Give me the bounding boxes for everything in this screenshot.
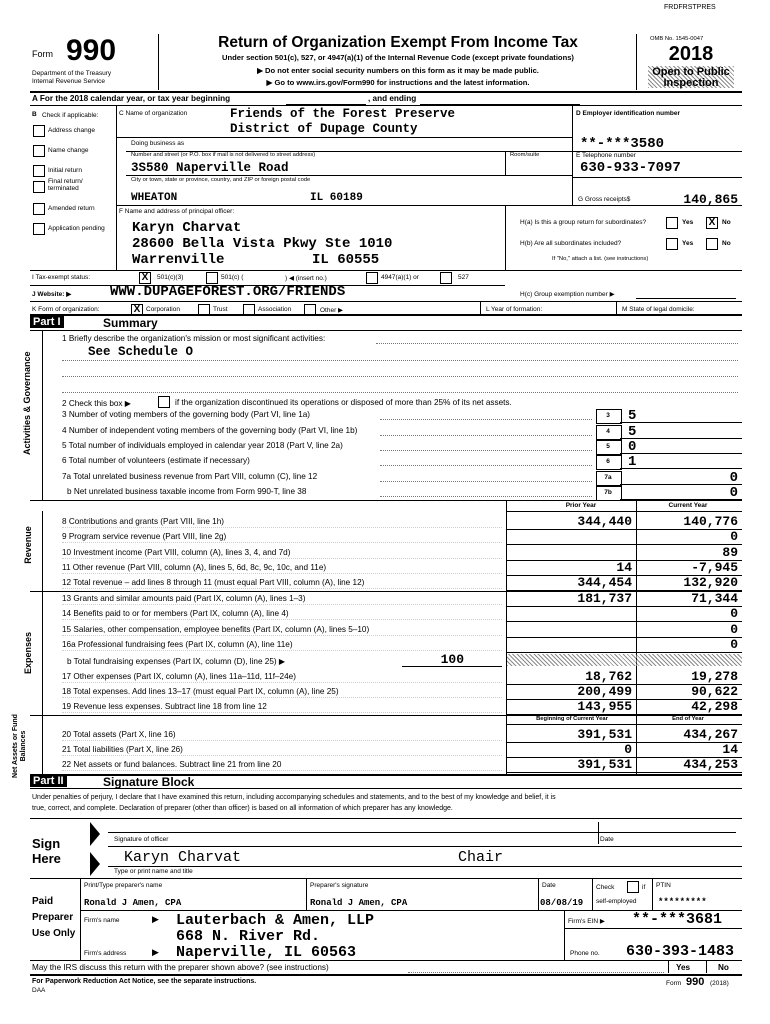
website-url[interactable]: WWW.DUPAGEFOREST.ORG/FRIENDS [110, 284, 346, 300]
website-label: J Website: ▶ [32, 291, 72, 298]
expense-row-current: 42,298 [691, 699, 738, 714]
street-address: 3S580 Naperville Road [131, 161, 289, 175]
ag-line-label: 6 Total number of volunteers (estimate if necessary) [62, 456, 250, 465]
current-year-header: Current Year [668, 502, 708, 509]
boy-header: Beginning of Current Year [536, 716, 608, 722]
form-of-org-label: K Form of organization: [32, 306, 100, 313]
firm-ein-label: Firm's EIN ▶ [568, 918, 605, 925]
net-assets-row-label: 21 Total liabilities (Part X, line 26) [62, 745, 183, 754]
daa-label: DAA [32, 987, 46, 994]
revenue-row-prior: 14 [616, 560, 632, 575]
ag-line-value: 0 [628, 439, 637, 455]
preparer-name-label: Print/Type preparer's name [84, 882, 163, 889]
ha-no-label: No [722, 219, 731, 226]
ag-line-number: 6 [606, 458, 610, 465]
expense-row-prior: 200,499 [577, 684, 632, 699]
ein-label: D Employer identification number [576, 110, 681, 117]
city: WHEATON [131, 192, 178, 204]
expense-row-label: 19 Revenue less expenses. Subtract line 18 from line 12 [62, 702, 267, 711]
officer-signature-label[interactable]: Signature of officer [114, 836, 169, 843]
ag-line-label: 5 Total number of individuals employed in calendar year 2018 (Part V, line 2a) [62, 441, 343, 450]
other-label: Other ▶ [320, 307, 344, 314]
line16b-value: 100 [440, 652, 464, 667]
ag-line-label: 4 Number of independent voting members of the governing body (Part VI, line 1b) [62, 426, 358, 435]
line2-label: 2 Check this box ▶ [62, 399, 132, 408]
principal-officer-label: F Name and address of principal officer: [119, 208, 235, 215]
ag-line-value: 0 [729, 485, 738, 501]
net-assets-row-current: 434,267 [683, 727, 738, 742]
revenue-row-current: -7,945 [691, 560, 738, 575]
open-public: Open to Public [652, 66, 730, 78]
type-print-label: Type or print name and title [114, 868, 193, 875]
firm-name: Lauterbach & Amen, LLP [176, 912, 375, 929]
org-name-line1: Friends of the Forest Preserve [230, 107, 456, 121]
firm-ein: **-***3681 [632, 911, 723, 928]
prior-year-header: Prior Year [565, 502, 597, 509]
expense-row-label: 18 Total expenses. Add lines 13–17 (must equal Part IX, column (A), line 25) [62, 687, 339, 696]
ha-question: H(a) Is this a group return for subordinates? [520, 219, 647, 226]
side-activities-governance: Activities & Governance [22, 351, 32, 455]
line16b-label: b Total fundraising expenses (Part IX, column (D), line 25) ▶ [67, 657, 286, 666]
revenue-row-label: 8 Contributions and grants (Part VIII, line 1h) [62, 517, 225, 526]
revenue-row-current: 132,920 [683, 575, 738, 590]
expense-row-prior: 181,737 [577, 591, 632, 606]
officer-address: 28600 Bella Vista Pkwy Ste 1010 [132, 236, 393, 252]
501c-label: 501(c) ( [221, 274, 244, 281]
501c3-checkbox[interactable]: X [139, 272, 151, 284]
ag-line-label: b Net unrelated business taxable income from Form 990-T, line 38 [67, 487, 307, 496]
initial-return-label: Initial return [48, 167, 82, 174]
ag-line-label: 3 Number of voting members of the governing body (Part VI, line 1a) [62, 410, 311, 419]
ag-line-number: 4 [606, 428, 610, 435]
firm-address-label: Firm's address [84, 950, 127, 957]
preparer-date: 08/08/19 [540, 898, 584, 908]
address-change-checkbox[interactable] [33, 125, 45, 137]
firm-phone: 630-393-1483 [626, 943, 735, 960]
officer-city: Warrenville [132, 252, 225, 268]
org-name-line2: District of Dupage County [230, 122, 418, 136]
check-label: Check [596, 884, 615, 891]
sign-arrow-icon [88, 822, 102, 878]
officer-date-label: Date [600, 836, 614, 843]
name-change-label: Name change [48, 147, 89, 154]
preparer-name: Ronald J Amen, CPA [84, 898, 182, 908]
insert-no-label: ) ◀ (insert no.) [285, 275, 327, 282]
ag-line-label: 7a Total unrelated business revenue from Part VIII, column (C), line 12 [62, 472, 318, 481]
state-zip: IL 60189 [310, 192, 363, 204]
use-only-label: Use Only [32, 928, 76, 939]
room-suite-label: Room/suite [510, 152, 540, 158]
corporation-label: Corporation [146, 306, 180, 313]
expense-row-current: 19,278 [691, 669, 738, 684]
officer-name: Karyn Charvat [132, 220, 242, 236]
expense-row-current: 0 [730, 637, 738, 652]
revenue-row-current: 140,776 [683, 514, 738, 529]
discuss-yes[interactable]: Yes [676, 963, 691, 972]
preparer-label: Preparer [32, 912, 74, 923]
net-assets-row-current: 434,253 [683, 757, 738, 772]
officer-title: Chair [458, 849, 504, 866]
expense-row-label: 17 Other expenses (Part IX, column (A), lines 11a–11d, 11f–24e) [62, 672, 296, 681]
preparer-signature: Ronald J Amen, CPA [310, 898, 408, 908]
firm-address-line1: 668 N. River Rd. [176, 928, 321, 945]
ag-line-number: 3 [606, 412, 610, 419]
side-net-assets: Net Assets or Fund Balances [12, 714, 27, 778]
revenue-row-label: 11 Other revenue (Part VIII, column (A), lines 5, 6d, 8c, 9c, 10c, and 11e) [62, 563, 327, 572]
revenue-row-prior: 344,440 [577, 514, 632, 529]
revenue-row-current: 0 [730, 529, 738, 544]
hb-note: If "No," attach a list. (see instructions) [552, 256, 649, 262]
preparer-date-label: Date [542, 882, 556, 889]
expense-row-prior: 18,762 [585, 669, 632, 684]
revenue-row-label: 10 Investment income (Part VIII, column (A), lines 3, 4, and 7d) [62, 548, 291, 557]
ssn-note: ▶ Do not enter social security numbers on this form as it may be made public. [257, 66, 539, 75]
revenue-row-label: 12 Total revenue – add lines 8 through 11 (must equal Part VIII, column (A), line 12) [62, 578, 365, 587]
firm-address-line2: Naperville, IL 60563 [176, 944, 357, 961]
gross-receipts-value: 140,865 [683, 192, 738, 207]
form-word: Form [32, 49, 53, 59]
hb-question: H(b) Are all subordinates included? [520, 240, 622, 247]
expense-row-current: 0 [730, 606, 738, 621]
omb-number: OMB No. 1545-0047 [650, 36, 704, 42]
net-assets-row-label: 20 Total assets (Part X, line 16) [62, 730, 176, 739]
tax-exempt-label: I Tax-exempt status: [32, 274, 91, 281]
hb-no-checkbox[interactable] [706, 238, 718, 250]
net-assets-row-label: 22 Net assets or fund balances. Subtract line 21 from line 20 [62, 760, 282, 769]
dba-label: Doing business as [131, 140, 185, 147]
part2-tag: Part II [30, 775, 67, 787]
expense-row-label: 16a Professional fundraising fees (Part IX, column (A), line 11e) [62, 640, 293, 649]
ag-line-number: 7a [604, 474, 612, 481]
527-label: 527 [458, 274, 469, 281]
form-subtitle: Under section 501(c), 527, or 4947(a)(1) of the Internal Revenue Code (except private foundations) [222, 53, 574, 62]
officer-printed-name: Karyn Charvat [124, 849, 242, 866]
527-checkbox[interactable] [440, 272, 452, 284]
paperwork-notice: For Paperwork Reduction Act Notice, see the separate instructions. [32, 978, 257, 985]
line2-text: if the organization discontinued its operations or disposed of more than 25% of its net assets. [175, 398, 512, 407]
year-formation-label: L Year of formation: [486, 306, 543, 313]
section-b-letter: B [32, 111, 37, 118]
application-pending-checkbox[interactable] [33, 223, 45, 235]
corporation-checkbox[interactable]: X [131, 304, 143, 316]
501c-checkbox[interactable] [206, 272, 218, 284]
revenue-row-label: 9 Program service revenue (Part VIII, line 2g) [62, 532, 227, 541]
irs-label: Internal Revenue Service [32, 78, 105, 85]
net-assets-row-current: 14 [722, 742, 738, 757]
expense-row-current: 0 [730, 622, 738, 637]
goto-note: ▶ Go to www.irs.gov/Form990 for instructions and the latest information. [266, 78, 530, 87]
4947-label: 4947(a)(1) or [381, 274, 419, 281]
discuss-no[interactable]: No [718, 963, 729, 972]
gross-receipts-label: G Gross receipts$ [578, 196, 631, 203]
paid-label: Paid [32, 896, 54, 907]
expense-row-prior: 143,955 [577, 699, 632, 714]
line2-checkbox[interactable] [158, 396, 170, 408]
section-a-label: A For the 2018 calendar year, or tax year beginning [32, 94, 231, 103]
4947-checkbox[interactable] [366, 272, 378, 284]
revenue-row-prior: 344,454 [577, 575, 632, 590]
hb-no-label: No [722, 240, 731, 247]
perjury-line1: Under penalties of perjury, I declare that I have examined this return, including accompanying schedules and statements, and to the best of my knowledge and belief, it is [32, 794, 556, 801]
expense-row-current: 90,622 [691, 684, 738, 699]
preparer-sig-label: Preparer's signature [310, 882, 369, 889]
dept-treasury: Department of the Treasury [32, 70, 112, 77]
firm-name-label: Firm's name [84, 917, 120, 924]
form-title: Return of Organization Exempt From Income Tax [218, 34, 578, 51]
firm-phone-label: Phone no. [570, 950, 600, 957]
form-number: 990 [66, 34, 117, 67]
net-assets-row-prior: 391,531 [577, 757, 632, 772]
and-ending: , and ending [368, 94, 417, 103]
expense-row-label: 14 Benefits paid to or for members (Part IX, column (A), line 4) [62, 609, 289, 618]
line1-label: 1 Briefly describe the organization's mission or most significant activities: [62, 334, 326, 343]
self-employed-checkbox[interactable] [627, 881, 639, 893]
tax-year: 2018 [668, 43, 714, 65]
hb-yes-label: Yes [682, 240, 694, 247]
part1-tag: Part I [30, 316, 64, 328]
ha-no-checkbox[interactable]: X [706, 217, 718, 229]
expense-row-label: 13 Grants and similar amounts paid (Part IX, column (A), lines 1–3) [62, 594, 306, 603]
ha-yes-checkbox[interactable] [666, 217, 678, 229]
ptin-value: ********* [658, 897, 707, 907]
revenue-row-current: 89 [722, 545, 738, 560]
final-return-checkbox[interactable] [33, 181, 45, 193]
footer-form-word: Form [666, 980, 682, 987]
if-label: if [642, 884, 646, 891]
hb-yes-checkbox[interactable] [666, 238, 678, 250]
ag-line-value: 1 [628, 454, 637, 470]
perjury-line2: true, correct, and complete. Declaration of preparer (other than officer) is based on all information of which preparer has any knowledge. [32, 805, 453, 812]
association-label: Association [258, 306, 292, 313]
street-label: Number and street (or P.O. box if mail is not delivered to street address) [131, 152, 316, 158]
part1-title: Summary [103, 316, 158, 330]
net-assets-row-prior: 391,531 [577, 727, 632, 742]
name-change-checkbox[interactable] [33, 145, 45, 157]
application-pending-label: Application pending [48, 225, 105, 232]
amended-return-checkbox[interactable] [33, 203, 45, 215]
ag-line-value: 5 [628, 408, 637, 424]
net-assets-row-prior: 0 [624, 742, 632, 757]
legal-domicile-label: M State of legal domicile: [622, 306, 695, 313]
initial-return-checkbox[interactable] [33, 165, 45, 177]
inspection: Inspection [663, 77, 719, 89]
here-label: Here [32, 851, 61, 866]
phone-value: 630-933-7097 [580, 160, 681, 176]
footer-form-number: 990 [686, 976, 705, 988]
ag-line-value: 0 [729, 470, 738, 486]
footer-year: (2018) [710, 980, 729, 987]
ag-line-number: 7b [604, 489, 612, 496]
self-employed-label: self-employed [596, 898, 637, 905]
officer-state-zip: IL 60555 [312, 252, 380, 268]
check-if-applicable: Check if applicable: [42, 112, 99, 119]
side-revenue: Revenue [23, 526, 33, 564]
ein-value: **-***3580 [580, 136, 665, 152]
group-exemption-label: H(c) Group exemption number ▶ [520, 291, 615, 298]
amended-return-label: Amended return [48, 205, 95, 212]
ha-yes-label: Yes [682, 219, 694, 226]
trust-label: Trust [213, 306, 228, 313]
ptin-label: PTIN [656, 882, 671, 889]
discuss-question: May the IRS discuss this return with the preparer shown above? (see instructions) [32, 963, 329, 972]
expense-row-label: 15 Salaries, other compensation, employee benefits (Part IX, column (A), lines 5–10) [62, 625, 370, 634]
501c3-label: 501(c)(3) [157, 274, 184, 281]
side-expenses: Expenses [23, 631, 33, 675]
final-return-label: Final return/ terminated [48, 178, 83, 192]
expense-row-current: 71,344 [691, 591, 738, 606]
form-code: FRDFRSTPRES [664, 4, 716, 11]
mission-text: See Schedule O [88, 345, 194, 359]
address-change-label: Address change [48, 127, 95, 134]
ag-line-number: 5 [606, 443, 610, 450]
eoy-header: End of Year [672, 716, 704, 722]
part2-title: Signature Block [103, 775, 195, 789]
org-name-label: C Name of organization [119, 110, 188, 117]
ag-line-value: 5 [628, 424, 637, 440]
sign-label: Sign [32, 836, 61, 851]
city-label: City or town, state or province, country, and ZIP or foreign postal code [131, 177, 311, 183]
phone-label: E Telephone number [576, 152, 636, 159]
